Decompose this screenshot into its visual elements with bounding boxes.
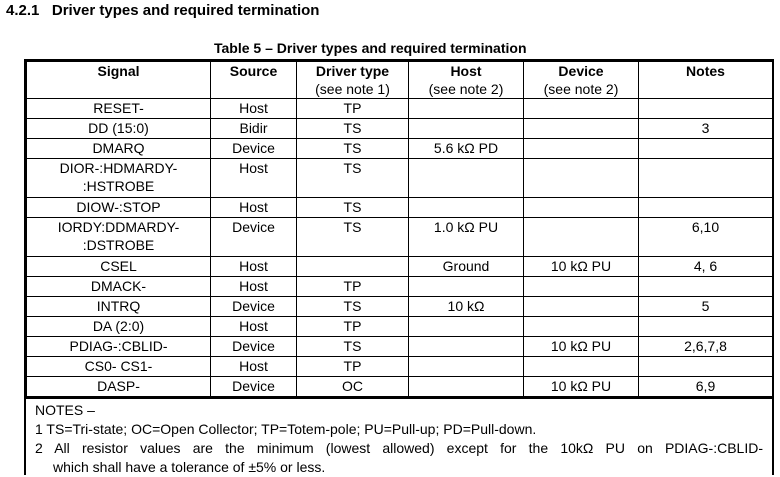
cell-notes: 4, 6 xyxy=(639,257,773,277)
table-row xyxy=(27,277,773,297)
cell-signal: DMARQ xyxy=(27,139,211,159)
table-header-row xyxy=(27,62,773,99)
cell-device xyxy=(524,317,639,337)
table-row xyxy=(27,257,773,277)
table-row xyxy=(27,377,773,397)
cell-host xyxy=(409,277,524,297)
cell-notes: 6,10 xyxy=(639,218,773,257)
cell-signal: DA (2:0) xyxy=(27,317,211,337)
cell-device: 10 kΩ PU xyxy=(524,337,639,357)
cell-host xyxy=(409,377,524,397)
cell-notes xyxy=(639,277,773,297)
cell-host xyxy=(409,198,524,218)
header-driver-type-label: Driver type xyxy=(315,63,390,79)
cell-device xyxy=(524,139,639,159)
table-notes xyxy=(26,397,772,475)
cell-source: Device xyxy=(211,297,297,317)
cell-signal xyxy=(27,159,211,198)
cell-signal: DASP- xyxy=(27,377,211,397)
cell-device xyxy=(524,218,639,257)
table-row xyxy=(27,198,773,218)
cell-signal: PDIAG-:CBLID- xyxy=(27,337,211,357)
cell-device xyxy=(524,159,639,198)
cell-source: Host xyxy=(211,99,297,119)
header-notes: Notes xyxy=(639,62,773,99)
cell-source: Host xyxy=(211,257,297,277)
cell-device: 10 kΩ PU xyxy=(524,257,639,277)
cell-driver: TP xyxy=(297,277,409,297)
note-1: 1 TS=Tri-state; OC=Open Collector; TP=Totem-pole; PU=Pull-up; PD=Pull-down. xyxy=(35,421,537,437)
note-2-line-1: 2 All resistor values are the minimum (lowest allowed) except for the 10kΩ PU on PDIAG-:CBLID- xyxy=(35,440,763,456)
header-driver-type xyxy=(297,62,409,99)
cell-host xyxy=(409,159,524,198)
cell-notes xyxy=(639,99,773,119)
header-source: Source xyxy=(211,62,297,99)
cell-source: Device xyxy=(211,139,297,159)
table-row xyxy=(27,357,773,377)
cell-source: Device xyxy=(211,218,297,257)
cell-driver: TS xyxy=(297,297,409,317)
header-signal: Signal xyxy=(27,62,211,99)
table-row xyxy=(27,218,773,257)
notes-title: NOTES – xyxy=(35,402,95,418)
cell-host xyxy=(409,317,524,337)
cell-host xyxy=(409,337,524,357)
cell-signal: INTRQ xyxy=(27,297,211,317)
cell-host: 10 kΩ xyxy=(409,297,524,317)
header-device-label: Device xyxy=(558,63,604,79)
note-2-line-2: which shall have a tolerance of ±5% or less. xyxy=(53,459,326,475)
cell-signal: CS0- CS1- xyxy=(27,357,211,377)
cell-host: Ground xyxy=(409,257,524,277)
cell-source: Host xyxy=(211,159,297,198)
table-row xyxy=(27,337,773,357)
cell-notes: 2,6,7,8 xyxy=(639,337,773,357)
cell-host xyxy=(409,99,524,119)
header-driver-type-note: (see note 1) xyxy=(315,81,390,97)
cell-driver xyxy=(297,257,409,277)
cell-notes xyxy=(639,198,773,218)
cell-driver: TP xyxy=(297,357,409,377)
cell-driver: OC xyxy=(297,377,409,397)
cell-signal: RESET- xyxy=(27,99,211,119)
cell-source: Host xyxy=(211,198,297,218)
cell-host: 5.6 kΩ PD xyxy=(409,139,524,159)
cell-device xyxy=(524,357,639,377)
header-host-note: (see note 2) xyxy=(428,81,504,97)
cell-source: Device xyxy=(211,337,297,357)
cell-driver: TS xyxy=(297,159,409,198)
header-host xyxy=(409,62,524,99)
cell-notes: 3 xyxy=(639,119,773,139)
cell-source: Device xyxy=(211,377,297,397)
cell-signal: DIOW-:STOP xyxy=(27,198,211,218)
cell-notes xyxy=(639,159,773,198)
cell-signal-line2: :DSTROBE xyxy=(82,237,155,253)
cell-signal: CSEL xyxy=(27,257,211,277)
section-heading: 4.2.1 Driver types and required termination xyxy=(6,2,320,19)
table-row xyxy=(27,317,773,337)
cell-notes: 5 xyxy=(639,297,773,317)
table-row xyxy=(27,119,773,139)
cell-driver: TP xyxy=(297,99,409,119)
cell-device xyxy=(524,277,639,297)
cell-notes xyxy=(639,357,773,377)
table-row xyxy=(27,99,773,119)
cell-source: Host xyxy=(211,317,297,337)
cell-host: 1.0 kΩ PU xyxy=(409,218,524,257)
cell-device xyxy=(524,119,639,139)
table-caption: Table 5 – Driver types and required termination xyxy=(214,40,527,56)
cell-driver: TS xyxy=(297,337,409,357)
header-device xyxy=(524,62,639,99)
driver-types-table xyxy=(26,61,773,397)
cell-driver: TP xyxy=(297,317,409,337)
cell-driver: TS xyxy=(297,139,409,159)
cell-notes xyxy=(639,317,773,337)
cell-signal-line1: DIOR-:HDMARDY- xyxy=(59,160,178,176)
cell-device xyxy=(524,198,639,218)
cell-source: Host xyxy=(211,277,297,297)
cell-driver: TS xyxy=(297,119,409,139)
cell-device xyxy=(524,99,639,119)
cell-driver: TS xyxy=(297,218,409,257)
header-host-label: Host xyxy=(450,63,482,79)
cell-source: Bidir xyxy=(211,119,297,139)
cell-signal: DD (15:0) xyxy=(27,119,211,139)
table-row xyxy=(27,159,773,198)
cell-notes: 6,9 xyxy=(639,377,773,397)
cell-signal xyxy=(27,218,211,257)
cell-source: Host xyxy=(211,357,297,377)
cell-signal-line2: :HSTROBE xyxy=(82,178,155,194)
cell-notes xyxy=(639,139,773,159)
cell-device xyxy=(524,297,639,317)
cell-device: 10 kΩ PU xyxy=(524,377,639,397)
cell-signal: DMACK- xyxy=(27,277,211,297)
cell-host xyxy=(409,357,524,377)
table-row xyxy=(27,139,773,159)
table-row xyxy=(27,297,773,317)
header-device-note: (see note 2) xyxy=(543,81,619,97)
cell-host xyxy=(409,119,524,139)
cell-driver: TS xyxy=(297,198,409,218)
cell-signal-line1: IORDY:DDMARDY- xyxy=(57,219,180,235)
